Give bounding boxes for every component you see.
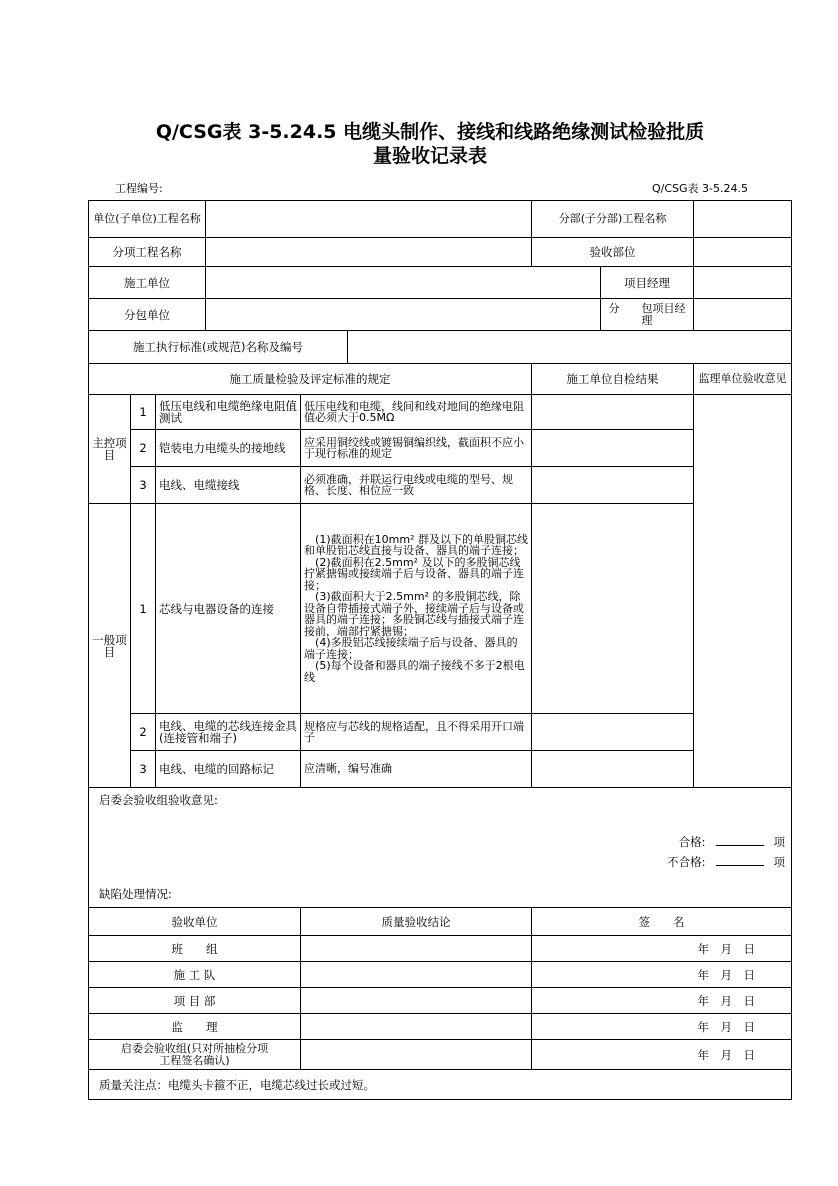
general-items-label: 一般项目 bbox=[89, 504, 131, 788]
item-no: 3 bbox=[131, 467, 156, 504]
conclusion-field[interactable] bbox=[301, 962, 532, 988]
item-requirement: (1)截面积在10mm² 群及以下的单股铜芯线和单股铝芯线直接与设备、器具的端子连接； (2)截面积在2.5mm² 及以下的多股铜芯线拧紧搪锡或接续端子后与设备、器具的端子连接； (3)截面积大于2.5mm² 的多股铜芯线，除设备自带插接式端子外，接续端子后与设备或器具的端子连接；多股铜芯线与插接式端子连接前，端部拧紧搪锡； (4)多股铝芯线接续端子后与设备、器具的端子连接； (5)每个设备和器具的端子接线不多于2根电线 bbox=[301, 504, 532, 714]
self-check-field[interactable] bbox=[532, 751, 694, 788]
main-items-label: 主控项目 bbox=[89, 395, 131, 504]
sign-header-signature: 签 名 bbox=[532, 908, 792, 936]
item-no: 2 bbox=[131, 430, 156, 467]
signature-date[interactable]: 年 月 日 bbox=[532, 1040, 792, 1070]
pass-count-field[interactable] bbox=[716, 845, 764, 846]
page-title: Q/CSG表 3-5.24.5 电缆头制作、接线和线路绝缘测试检验批质 量验收记录表 bbox=[155, 121, 705, 167]
item-requirement: 低压电线和电缆，线间和线对地间的绝缘电阻值必须大于0.5MΩ bbox=[301, 395, 532, 430]
item-name: 电线、电缆接线 bbox=[156, 467, 301, 504]
sign-header-conclusion: 质量验收结论 bbox=[301, 908, 532, 936]
self-check-field[interactable] bbox=[532, 430, 694, 467]
sub-project-label: 分部(子分部)工程名称 bbox=[532, 201, 694, 238]
pass-label: 合格: bbox=[678, 835, 706, 849]
standard-field[interactable] bbox=[348, 331, 792, 364]
defect-label: 缺陷处理情况: bbox=[99, 887, 172, 901]
self-check-field[interactable] bbox=[532, 714, 694, 751]
opinion-section: 启委会验收组验收意见: 合格: 项 不合格: 项 缺陷处理情况: bbox=[89, 788, 792, 908]
spec-header: 施工质量检验及评定标准的规定 bbox=[89, 364, 532, 395]
subcontract-manager-field[interactable] bbox=[694, 299, 792, 331]
sign-header-unit: 验收单位 bbox=[89, 908, 301, 936]
sign-unit: 施 工 队 bbox=[89, 962, 301, 988]
project-no-label: 工程编号: bbox=[115, 182, 163, 195]
supervision-header: 监理单位验收意见 bbox=[694, 364, 792, 395]
item-name: 低压电线和电缆绝缘电阻值测试 bbox=[156, 395, 301, 430]
sign-unit: 项 目 部 bbox=[89, 988, 301, 1014]
sign-unit: 班 组 bbox=[89, 936, 301, 962]
unit-project-label: 单位(子单位)工程名称 bbox=[89, 201, 206, 238]
item-no: 2 bbox=[131, 714, 156, 751]
quality-note: 质量关注点：电缆头卡箍不正，电缆芯线过长或过短。 bbox=[89, 1070, 792, 1100]
item-no: 1 bbox=[131, 504, 156, 714]
fail-count-field[interactable] bbox=[716, 865, 764, 866]
supervision-field[interactable] bbox=[694, 395, 792, 788]
self-check-header: 施工单位自检结果 bbox=[532, 364, 694, 395]
self-check-field[interactable] bbox=[532, 467, 694, 504]
sign-unit: 监 理 bbox=[89, 1014, 301, 1040]
signature-date[interactable]: 年 月 日 bbox=[532, 936, 792, 962]
item-name: 芯线与电器设备的连接 bbox=[156, 504, 301, 714]
item-project-label: 分项工程名称 bbox=[89, 238, 206, 267]
item-requirement: 规格应与芯线的规格适配，且不得采用开口端子 bbox=[301, 714, 532, 751]
item-project-field[interactable] bbox=[206, 238, 532, 267]
opinion-label: 启委会验收组验收意见: bbox=[99, 793, 218, 807]
subcontract-manager-label: 分 包项目经理 bbox=[601, 299, 694, 331]
acceptance-part-field[interactable] bbox=[694, 238, 792, 267]
self-check-field[interactable] bbox=[532, 504, 694, 714]
standard-label: 施工执行标准(或规范)名称及编号 bbox=[89, 331, 348, 364]
construction-unit-field[interactable] bbox=[206, 267, 601, 299]
item-requirement: 应采用铜绞线或镀锡铜编织线，截面积不应小于现行标准的规定 bbox=[301, 430, 532, 467]
conclusion-field[interactable] bbox=[301, 1040, 532, 1070]
record-table bbox=[88, 200, 792, 1100]
fail-label: 不合格: bbox=[667, 855, 706, 869]
item-name: 铠装电力电缆头的接地线 bbox=[156, 430, 301, 467]
signature-date[interactable]: 年 月 日 bbox=[532, 988, 792, 1014]
project-manager-field[interactable] bbox=[694, 267, 792, 299]
sign-unit: 启委会验收组(只对所抽检分项工程签名确认) bbox=[89, 1040, 301, 1070]
item-no: 1 bbox=[131, 395, 156, 430]
signature-date[interactable]: 年 月 日 bbox=[532, 1014, 792, 1040]
subcontract-unit-label: 分包单位 bbox=[89, 299, 206, 331]
item-name: 电线、电缆的回路标记 bbox=[156, 751, 301, 788]
project-manager-label: 项目经理 bbox=[601, 267, 694, 299]
signature-date[interactable]: 年 月 日 bbox=[532, 962, 792, 988]
item-name: 电线、电缆的芯线连接金具(连接管和端子) bbox=[156, 714, 301, 751]
item-requirement: 必须准确，并联运行电线或电缆的型号、规格、长度、相位应一致 bbox=[301, 467, 532, 504]
sub-project-field[interactable] bbox=[694, 201, 792, 238]
acceptance-part-label: 验收部位 bbox=[532, 238, 694, 267]
conclusion-field[interactable] bbox=[301, 1014, 532, 1040]
item-requirement: 应清晰，编号准确 bbox=[301, 751, 532, 788]
conclusion-field[interactable] bbox=[301, 936, 532, 962]
conclusion-field[interactable] bbox=[301, 988, 532, 1014]
construction-unit-label: 施工单位 bbox=[89, 267, 206, 299]
self-check-field[interactable] bbox=[532, 395, 694, 430]
unit-project-field[interactable] bbox=[206, 201, 532, 238]
subcontract-unit-field[interactable] bbox=[206, 299, 601, 331]
form-code: Q/CSG表 3-5.24.5 bbox=[652, 182, 749, 195]
item-no: 3 bbox=[131, 751, 156, 788]
